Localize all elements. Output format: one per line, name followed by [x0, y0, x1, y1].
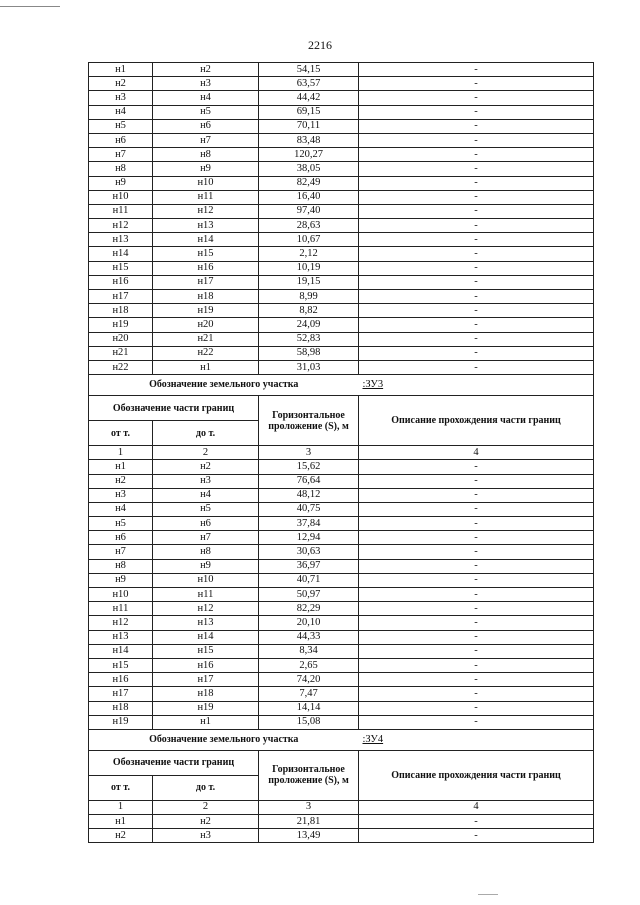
from-point-cell: н7: [89, 545, 153, 559]
distance-cell: 2,12: [259, 247, 359, 261]
distance-cell: 52,83: [259, 332, 359, 346]
description-cell: -: [359, 91, 594, 105]
description-cell: -: [359, 332, 594, 346]
to-point-cell: н9: [153, 559, 259, 573]
from-point-cell: н22: [89, 360, 153, 374]
description-cell: -: [359, 829, 594, 843]
description-cell: -: [359, 673, 594, 687]
distance-cell: 16,40: [259, 190, 359, 204]
to-point-cell: н19: [153, 701, 259, 715]
from-point-cell: н4: [89, 502, 153, 516]
table-row: [89, 162, 594, 176]
to-point-cell: н17: [153, 275, 259, 289]
to-point-cell: н4: [153, 91, 259, 105]
table-row: [89, 133, 594, 147]
to-point-cell: н3: [153, 829, 259, 843]
to-point-cell: н15: [153, 247, 259, 261]
table-row: [89, 545, 594, 559]
to-point-cell: н5: [153, 105, 259, 119]
from-point-cell: н17: [89, 687, 153, 701]
table-row: [89, 644, 594, 658]
from-point-cell: н1: [89, 63, 153, 77]
from-point-cell: н3: [89, 91, 153, 105]
column-number-row: [89, 800, 594, 814]
distance-cell: 8,82: [259, 304, 359, 318]
table-row: [89, 588, 594, 602]
table-row: [89, 233, 594, 247]
plot-designation-label: Обозначение земельного участка: [89, 729, 359, 750]
description-cell: -: [359, 687, 594, 701]
distance-cell: 37,84: [259, 517, 359, 531]
column-number: 4: [359, 446, 594, 460]
from-point-cell: н15: [89, 658, 153, 672]
to-point-cell: н11: [153, 190, 259, 204]
from-point-cell: н11: [89, 602, 153, 616]
description-cell: -: [359, 488, 594, 502]
description-cell: -: [359, 630, 594, 644]
table-row: [89, 673, 594, 687]
from-header: от т.: [89, 775, 153, 800]
distance-cell: 44,42: [259, 91, 359, 105]
description-cell: -: [359, 502, 594, 516]
description-cell: -: [359, 318, 594, 332]
description-cell: -: [359, 715, 594, 729]
header-row: [89, 750, 594, 775]
table-row: [89, 715, 594, 729]
column-number: 1: [89, 446, 153, 460]
table-row: [89, 119, 594, 133]
column-number: 3: [259, 800, 359, 814]
distance-cell: 7,47: [259, 687, 359, 701]
distance-cell: 15,08: [259, 715, 359, 729]
from-point-cell: н2: [89, 474, 153, 488]
to-header: до т.: [153, 421, 259, 446]
table-row: [89, 290, 594, 304]
distance-cell: 14,14: [259, 701, 359, 715]
description-cell: -: [359, 531, 594, 545]
to-point-cell: н11: [153, 588, 259, 602]
plot-designation-value: :ЗУ3: [359, 375, 594, 396]
description-cell: -: [359, 290, 594, 304]
description-cell: -: [359, 602, 594, 616]
from-point-cell: н5: [89, 517, 153, 531]
table-row: [89, 829, 594, 843]
distance-cell: 63,57: [259, 77, 359, 91]
plot-designation-value: :ЗУ4: [359, 729, 594, 750]
from-point-cell: н10: [89, 588, 153, 602]
to-point-cell: н5: [153, 502, 259, 516]
table-row: [89, 247, 594, 261]
to-point-cell: н14: [153, 630, 259, 644]
from-point-cell: н19: [89, 715, 153, 729]
distance-cell: 54,15: [259, 63, 359, 77]
to-point-cell: н15: [153, 644, 259, 658]
column-number-row: [89, 446, 594, 460]
horizontal-header: Горизонтальное проложение (S), м: [259, 396, 359, 446]
distance-cell: 82,49: [259, 176, 359, 190]
description-cell: -: [359, 644, 594, 658]
bottom-mark: [478, 894, 498, 895]
description-cell: -: [359, 588, 594, 602]
description-cell: -: [359, 162, 594, 176]
from-point-cell: н9: [89, 573, 153, 587]
description-cell: -: [359, 148, 594, 162]
table-row: [89, 332, 594, 346]
table-row: [89, 176, 594, 190]
boundary-table: [88, 62, 594, 843]
table-row: [89, 474, 594, 488]
to-point-cell: н20: [153, 318, 259, 332]
from-header: от т.: [89, 421, 153, 446]
to-point-cell: н12: [153, 602, 259, 616]
to-point-cell: н3: [153, 77, 259, 91]
to-point-cell: н13: [153, 219, 259, 233]
to-point-cell: н4: [153, 488, 259, 502]
table-row: [89, 204, 594, 218]
from-point-cell: н14: [89, 644, 153, 658]
description-cell: -: [359, 573, 594, 587]
description-cell: -: [359, 517, 594, 531]
from-point-cell: н18: [89, 304, 153, 318]
to-point-cell: н12: [153, 204, 259, 218]
to-point-cell: н2: [153, 460, 259, 474]
from-point-cell: н17: [89, 290, 153, 304]
distance-cell: 58,98: [259, 346, 359, 360]
table-row: [89, 602, 594, 616]
column-number: 4: [359, 800, 594, 814]
description-cell: -: [359, 346, 594, 360]
distance-cell: 30,63: [259, 545, 359, 559]
from-point-cell: н1: [89, 815, 153, 829]
table-row: [89, 630, 594, 644]
from-point-cell: н9: [89, 176, 153, 190]
column-number: 3: [259, 446, 359, 460]
description-cell: -: [359, 474, 594, 488]
distance-cell: 8,99: [259, 290, 359, 304]
description-cell: -: [359, 233, 594, 247]
description-cell: -: [359, 545, 594, 559]
table-row: [89, 701, 594, 715]
to-point-cell: н6: [153, 119, 259, 133]
boundary-table-body: [89, 63, 594, 843]
distance-cell: 70,11: [259, 119, 359, 133]
to-point-cell: н3: [153, 474, 259, 488]
description-cell: -: [359, 247, 594, 261]
description-cell: -: [359, 304, 594, 318]
description-cell: -: [359, 119, 594, 133]
page-number: 2216: [308, 38, 332, 52]
to-point-cell: н1: [153, 715, 259, 729]
distance-cell: 36,97: [259, 559, 359, 573]
from-point-cell: н6: [89, 531, 153, 545]
table-row: [89, 517, 594, 531]
distance-cell: 83,48: [259, 133, 359, 147]
from-point-cell: н3: [89, 488, 153, 502]
from-point-cell: н2: [89, 77, 153, 91]
from-point-cell: н13: [89, 233, 153, 247]
distance-cell: 24,09: [259, 318, 359, 332]
description-cell: -: [359, 190, 594, 204]
to-point-cell: н17: [153, 673, 259, 687]
from-point-cell: н16: [89, 673, 153, 687]
from-point-cell: н13: [89, 630, 153, 644]
plot-designation-row: [89, 729, 594, 750]
to-point-cell: н6: [153, 517, 259, 531]
part-designation-header: Обозначение части границ: [89, 750, 259, 775]
from-point-cell: н8: [89, 162, 153, 176]
from-point-cell: н5: [89, 119, 153, 133]
from-point-cell: н12: [89, 616, 153, 630]
description-cell: -: [359, 701, 594, 715]
from-point-cell: н4: [89, 105, 153, 119]
from-point-cell: н16: [89, 275, 153, 289]
description-cell: -: [359, 815, 594, 829]
table-row: [89, 502, 594, 516]
from-point-cell: н1: [89, 460, 153, 474]
table-row: [89, 687, 594, 701]
to-point-cell: н9: [153, 162, 259, 176]
table-row: [89, 573, 594, 587]
table-row: [89, 63, 594, 77]
description-cell: -: [359, 360, 594, 374]
distance-cell: 20,10: [259, 616, 359, 630]
table-row: [89, 346, 594, 360]
from-point-cell: н15: [89, 261, 153, 275]
from-point-cell: н10: [89, 190, 153, 204]
table-row: [89, 275, 594, 289]
from-point-cell: н19: [89, 318, 153, 332]
to-point-cell: н13: [153, 616, 259, 630]
horizontal-header: Горизонтальное проложение (S), м: [259, 750, 359, 800]
column-number: 2: [153, 800, 259, 814]
distance-cell: 13,49: [259, 829, 359, 843]
distance-cell: 44,33: [259, 630, 359, 644]
table-row: [89, 219, 594, 233]
to-point-cell: н2: [153, 815, 259, 829]
table-row: [89, 91, 594, 105]
to-point-cell: н16: [153, 261, 259, 275]
column-number: 1: [89, 800, 153, 814]
distance-cell: 31,03: [259, 360, 359, 374]
to-point-cell: н2: [153, 63, 259, 77]
distance-cell: 10,19: [259, 261, 359, 275]
description-cell: -: [359, 658, 594, 672]
distance-cell: 50,97: [259, 588, 359, 602]
to-point-cell: н1: [153, 360, 259, 374]
to-point-cell: н21: [153, 332, 259, 346]
distance-cell: 15,62: [259, 460, 359, 474]
description-cell: -: [359, 275, 594, 289]
distance-cell: 2,65: [259, 658, 359, 672]
to-point-cell: н14: [153, 233, 259, 247]
table-row: [89, 559, 594, 573]
table-row: [89, 460, 594, 474]
distance-cell: 40,75: [259, 502, 359, 516]
to-point-cell: н10: [153, 573, 259, 587]
part-designation-header: Обозначение части границ: [89, 396, 259, 421]
plot-designation-label: Обозначение земельного участка: [89, 375, 359, 396]
description-cell: -: [359, 219, 594, 233]
description-cell: -: [359, 261, 594, 275]
description-cell: -: [359, 204, 594, 218]
distance-cell: 48,12: [259, 488, 359, 502]
description-cell: -: [359, 176, 594, 190]
to-point-cell: н19: [153, 304, 259, 318]
description-cell: -: [359, 63, 594, 77]
plot-designation-row: [89, 375, 594, 396]
from-point-cell: н2: [89, 829, 153, 843]
from-point-cell: н11: [89, 204, 153, 218]
distance-cell: 82,29: [259, 602, 359, 616]
from-point-cell: н6: [89, 133, 153, 147]
distance-cell: 76,64: [259, 474, 359, 488]
table-row: [89, 360, 594, 374]
from-point-cell: н7: [89, 148, 153, 162]
to-header: до т.: [153, 775, 259, 800]
distance-cell: 40,71: [259, 573, 359, 587]
distance-cell: 38,05: [259, 162, 359, 176]
to-point-cell: н18: [153, 290, 259, 304]
description-cell: -: [359, 133, 594, 147]
table-row: [89, 105, 594, 119]
distance-cell: 10,67: [259, 233, 359, 247]
top-rule: [0, 6, 60, 7]
from-point-cell: н18: [89, 701, 153, 715]
distance-cell: 28,63: [259, 219, 359, 233]
description-cell: -: [359, 105, 594, 119]
distance-cell: 120,27: [259, 148, 359, 162]
to-point-cell: н10: [153, 176, 259, 190]
table-row: [89, 304, 594, 318]
distance-cell: 74,20: [259, 673, 359, 687]
to-point-cell: н8: [153, 148, 259, 162]
description-cell: -: [359, 460, 594, 474]
description-cell: -: [359, 559, 594, 573]
description-cell: -: [359, 77, 594, 91]
table-row: [89, 815, 594, 829]
distance-cell: 69,15: [259, 105, 359, 119]
table-row: [89, 531, 594, 545]
description-header: Описание прохождения части границ: [359, 396, 594, 446]
table-row: [89, 261, 594, 275]
to-point-cell: н22: [153, 346, 259, 360]
description-cell: -: [359, 616, 594, 630]
to-point-cell: н18: [153, 687, 259, 701]
distance-cell: 12,94: [259, 531, 359, 545]
column-number: 2: [153, 446, 259, 460]
distance-cell: 19,15: [259, 275, 359, 289]
table-row: [89, 658, 594, 672]
to-point-cell: н7: [153, 531, 259, 545]
to-point-cell: н16: [153, 658, 259, 672]
table-row: [89, 148, 594, 162]
from-point-cell: н14: [89, 247, 153, 261]
table-row: [89, 616, 594, 630]
distance-cell: 97,40: [259, 204, 359, 218]
table-row: [89, 488, 594, 502]
from-point-cell: н20: [89, 332, 153, 346]
from-point-cell: н21: [89, 346, 153, 360]
header-row: [89, 396, 594, 421]
to-point-cell: н8: [153, 545, 259, 559]
distance-cell: 21,81: [259, 815, 359, 829]
distance-cell: 8,34: [259, 644, 359, 658]
table-row: [89, 190, 594, 204]
description-header: Описание прохождения части границ: [359, 750, 594, 800]
to-point-cell: н7: [153, 133, 259, 147]
table-row: [89, 77, 594, 91]
from-point-cell: н8: [89, 559, 153, 573]
from-point-cell: н12: [89, 219, 153, 233]
table-row: [89, 318, 594, 332]
